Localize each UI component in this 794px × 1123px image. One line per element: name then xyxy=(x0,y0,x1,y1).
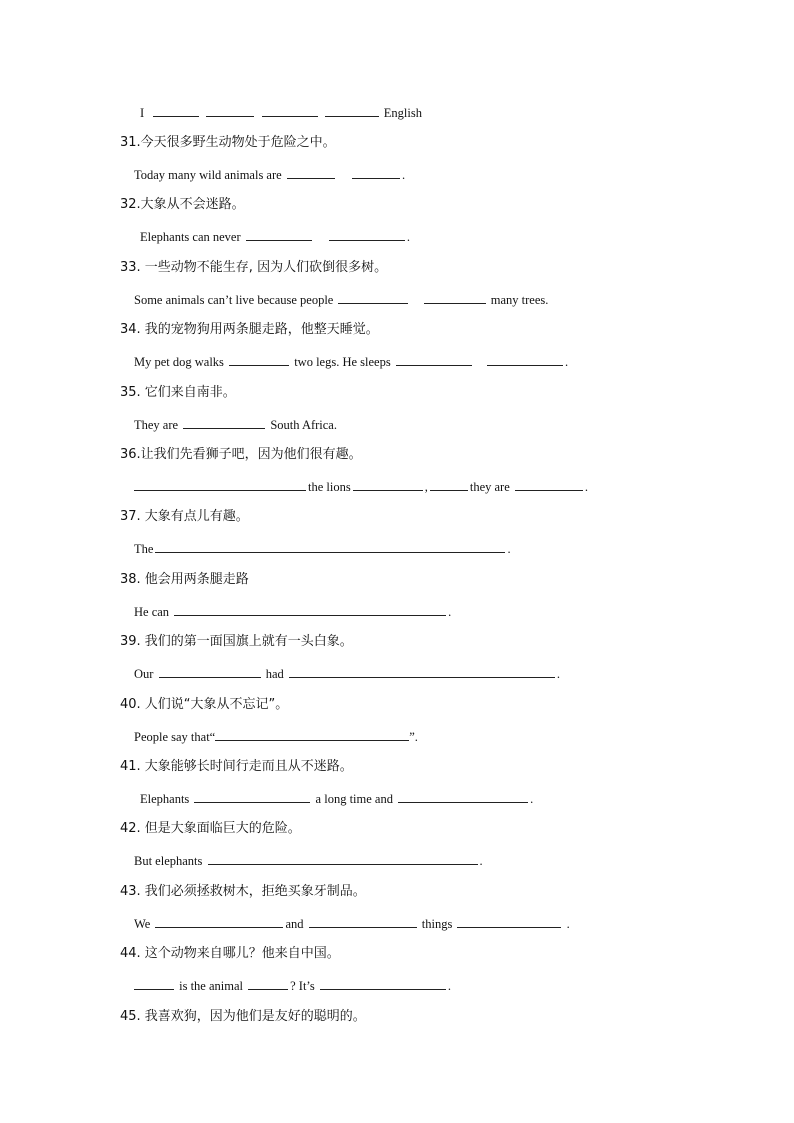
q43-answer-line xyxy=(134,915,570,932)
q45-prompt: 45. 我喜欢狗，因为他们是友好的聪明的。 xyxy=(120,1009,366,1024)
q34-mid: two legs. He sleeps xyxy=(294,355,391,369)
q31-start: Today many wild animals are xyxy=(134,168,282,182)
q44-answer-line xyxy=(134,977,451,994)
period: . xyxy=(447,979,452,993)
q39-start: Our xyxy=(134,667,154,681)
q41-mid: a long time and xyxy=(315,792,393,806)
q39-answer-line xyxy=(134,665,560,682)
answer-blank[interactable] xyxy=(289,665,555,678)
q33-start: Some animals can’t live because people xyxy=(134,293,334,307)
q44-mid2: ? It’s xyxy=(290,979,315,993)
q34-start: My pet dog walks xyxy=(134,355,224,369)
q38-prompt: 38. 他会用两条腿走路 xyxy=(120,572,249,587)
q39-mid: had xyxy=(265,667,284,681)
answer-blank[interactable] xyxy=(159,665,261,678)
period: . xyxy=(479,854,483,868)
q44-mid1: is the animal xyxy=(179,979,243,993)
q40-prompt: 40. 人们说“大象从不忘记”。 xyxy=(120,697,289,712)
q38-start: He can xyxy=(134,605,170,619)
answer-blank[interactable] xyxy=(398,790,528,803)
q31-prompt: 31.今天很多野生动物处于危险之中。 xyxy=(120,135,336,150)
comma: , xyxy=(424,480,428,494)
q42-answer-line xyxy=(134,852,483,869)
answer-blank[interactable] xyxy=(248,977,288,990)
answer-blank[interactable] xyxy=(515,478,583,491)
answer-blank[interactable] xyxy=(487,353,563,366)
q30-answer-line xyxy=(140,104,422,121)
q34-answer-line xyxy=(134,353,568,370)
q32-answer-line xyxy=(140,228,410,245)
q40-start: People say that“ xyxy=(134,730,216,744)
answer-blank[interactable] xyxy=(153,104,199,117)
q41-start: Elephants xyxy=(140,792,190,806)
q31-answer-line xyxy=(134,166,405,183)
answer-blank[interactable] xyxy=(320,977,446,990)
answer-blank[interactable] xyxy=(183,416,265,429)
q35-end: South Africa. xyxy=(270,418,337,432)
answer-blank[interactable] xyxy=(352,166,400,179)
answer-blank[interactable] xyxy=(424,291,486,304)
q36-mid2: they are xyxy=(469,480,510,494)
q35-prompt: 35. 它们来自南非。 xyxy=(120,385,236,400)
q40-end: ”. xyxy=(409,730,418,744)
period: . xyxy=(584,480,588,494)
answer-blank[interactable] xyxy=(206,104,254,117)
q41-answer-line xyxy=(140,790,533,807)
q37-start: The xyxy=(134,542,154,556)
answer-blank[interactable] xyxy=(155,540,505,553)
q37-prompt: 37. 大象有点儿有趣。 xyxy=(120,509,249,524)
period: . xyxy=(530,792,534,806)
q30-end: English xyxy=(383,106,422,120)
q38-answer-line xyxy=(134,603,451,620)
answer-blank[interactable] xyxy=(430,478,468,491)
q34-prompt: 34. 我的宠物狗用两条腿走路，他整天睡觉。 xyxy=(120,322,379,337)
q33-prompt: 33. 一些动物不能生存, 因为人们砍倒很多树。 xyxy=(120,260,388,275)
period: . xyxy=(566,917,570,931)
period: . xyxy=(406,230,411,244)
q39-prompt: 39. 我们的第一面国旗上就有一头白象。 xyxy=(120,634,353,649)
q30-start: I xyxy=(140,106,145,120)
answer-blank[interactable] xyxy=(134,977,174,990)
q43-mid1: and xyxy=(285,917,304,931)
q33-end: many trees. xyxy=(490,293,549,307)
answer-blank[interactable] xyxy=(208,852,478,865)
answer-blank[interactable] xyxy=(329,228,405,241)
answer-blank[interactable] xyxy=(215,728,409,741)
answer-blank[interactable] xyxy=(287,166,335,179)
answer-blank[interactable] xyxy=(457,915,561,928)
q32-start: Elephants can never xyxy=(140,230,241,244)
answer-blank[interactable] xyxy=(325,104,379,117)
answer-blank[interactable] xyxy=(396,353,472,366)
period: . xyxy=(564,355,569,369)
answer-blank[interactable] xyxy=(229,353,289,366)
q33-answer-line xyxy=(134,291,548,308)
answer-blank[interactable] xyxy=(134,478,306,491)
q37-answer-line xyxy=(134,540,511,557)
q44-prompt: 44. 这个动物来自哪儿？他来自中国。 xyxy=(120,946,340,961)
q43-mid2: things xyxy=(421,917,453,931)
q35-answer-line xyxy=(134,416,337,433)
period: . xyxy=(507,542,511,556)
q42-start: But elephants xyxy=(134,854,203,868)
q42-prompt: 42. 但是大象面临巨大的危险。 xyxy=(120,821,301,836)
q36-mid1: the lions xyxy=(308,480,351,494)
q32-prompt: 32.大象从不会迷路。 xyxy=(120,197,245,212)
answer-blank[interactable] xyxy=(174,603,446,616)
period: . xyxy=(556,667,561,681)
answer-blank[interactable] xyxy=(309,915,417,928)
q40-answer-line xyxy=(134,728,418,745)
answer-blank[interactable] xyxy=(353,478,423,491)
q36-prompt: 36.让我们先看狮子吧，因为他们很有趣。 xyxy=(120,447,362,462)
q41-prompt: 41. 大象能够长时间行走而且从不迷路。 xyxy=(120,759,353,774)
answer-blank[interactable] xyxy=(155,915,283,928)
period: . xyxy=(401,168,406,182)
answer-blank[interactable] xyxy=(194,790,310,803)
answer-blank[interactable] xyxy=(246,228,312,241)
q43-prompt: 43. 我们必须拯救树木，拒绝买象牙制品。 xyxy=(120,884,366,899)
q36-answer-line xyxy=(134,478,588,495)
answer-blank[interactable] xyxy=(338,291,408,304)
period: . xyxy=(448,605,452,619)
answer-blank[interactable] xyxy=(262,104,318,117)
q43-start: We xyxy=(134,917,151,931)
q35-start: They are xyxy=(134,418,179,432)
